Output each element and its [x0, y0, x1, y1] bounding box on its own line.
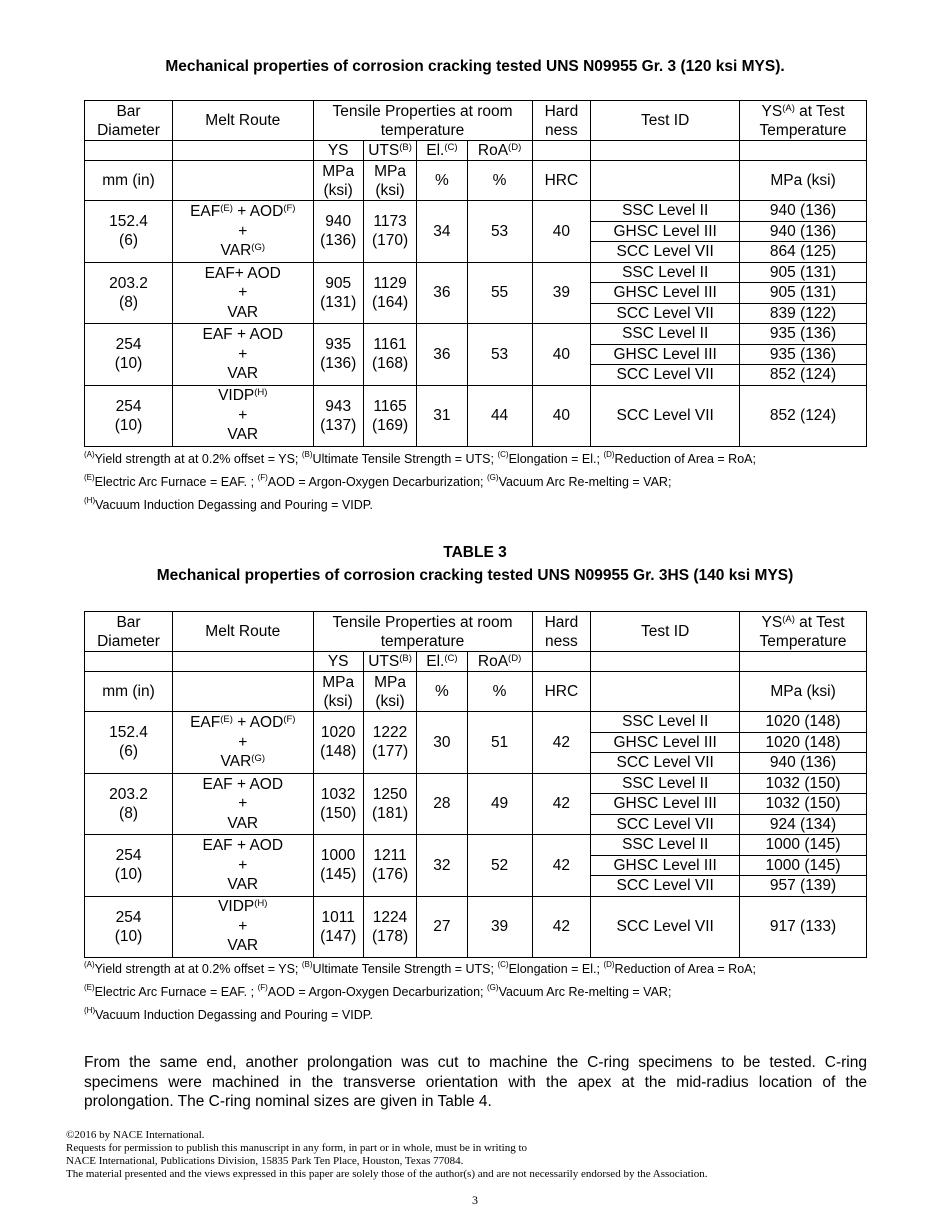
cell-roa: 39: [467, 896, 532, 957]
cell-uts: [363, 896, 416, 957]
melt-var: VAR: [227, 426, 259, 444]
diameter-mm: 254: [115, 336, 142, 354]
page-number: 3: [472, 1193, 478, 1207]
uts-mpa: 1222: [372, 724, 408, 742]
melt-plus: +: [238, 856, 248, 874]
diameter-in: (8): [119, 804, 138, 822]
uts-mpa: 1224: [372, 908, 408, 926]
footnote-text: Elongation = El.;: [508, 962, 604, 976]
cell-roa: 53: [467, 201, 532, 263]
unit-ys-test: MPa (ksi): [740, 672, 867, 712]
melt-var: VAR: [227, 365, 259, 382]
melt-mark-e: (E): [220, 714, 233, 725]
melt-mark-f: (F): [283, 714, 296, 725]
unit-el: %: [417, 161, 467, 201]
table2-footnote-2: [84, 475, 671, 489]
cell-el: 34: [417, 201, 467, 263]
cell-ys-test: 1032 (150): [740, 794, 867, 815]
cell-roa: 51: [467, 712, 532, 774]
ys-label: YS: [761, 613, 783, 631]
cell-ys: [313, 896, 363, 957]
header-tensile: Tensile Properties at room temperature: [313, 101, 532, 141]
cell-test-id: SSC Level II: [591, 712, 740, 733]
header-tensile: Tensile Properties at room temperature: [313, 612, 532, 652]
cell-melt-route: [173, 835, 313, 897]
cell-hardness: 42: [532, 835, 591, 897]
cell-ys: [313, 324, 363, 386]
ys-mpa: 943: [325, 397, 352, 415]
ys-test-temp-label: at Test Temperature: [759, 102, 847, 139]
header-bar-diameter: Bar Diameter: [85, 612, 173, 652]
cell-melt-route: [173, 201, 313, 263]
melt-aod: + AOD: [232, 203, 284, 220]
cell-diameter: [85, 324, 173, 386]
footnote-text: Reduction of Area = RoA;: [614, 962, 756, 976]
uts-mpa: 1161: [373, 336, 407, 354]
footnote-text: Electric Arc Furnace = EAF. ;: [94, 985, 258, 999]
cell-ys: [313, 835, 363, 897]
cell-ys: [313, 773, 363, 835]
unit-el: %: [417, 672, 467, 712]
cell-hardness: 42: [532, 773, 591, 835]
footnote-mark: (G): [487, 983, 499, 992]
cell-test-id: GHSC Level III: [591, 855, 740, 876]
footer-line-2: Requests for permission to publish this manuscript in any form, in part or in whole, must be in writing to: [66, 1142, 528, 1154]
ys-ksi: (147): [320, 927, 357, 945]
cell-diameter: [85, 201, 173, 263]
ys-ksi: (137): [320, 416, 357, 434]
uts-ksi: (178): [371, 927, 409, 945]
table-row: [85, 324, 867, 345]
melt-var: VAR: [227, 303, 259, 321]
cell-ys-test: 905 (131): [740, 283, 867, 304]
table-row: [85, 385, 867, 446]
cell-uts: [363, 835, 416, 897]
body-paragraph: From the same end, another prolongation was cut to machine the C-ring specimens to be tested. C-ring specimens were machined in the transverse orientation with the apex at the mid-radius location of the prolongation. The C-ring nominal sizes are given in Table 4.: [84, 1054, 867, 1110]
footnote-mark: (C): [497, 960, 509, 969]
footnote-mark: (A): [84, 960, 95, 969]
header-roa: [467, 141, 532, 161]
melt-plus: +: [238, 345, 248, 363]
cell-ys: [313, 262, 363, 324]
table-row: [85, 712, 867, 733]
diameter-in: (10): [114, 866, 143, 884]
footer: [66, 1129, 707, 1181]
cell-test-id: SSC Level II: [591, 835, 740, 856]
melt-var: VAR: [220, 242, 252, 259]
cell-ys-test: 917 (133): [740, 896, 867, 957]
uts-ksi: (177): [371, 743, 409, 761]
uts-mpa: 1129: [373, 274, 407, 292]
unit-hardness: HRC: [532, 161, 591, 201]
footnote-mark: (G): [487, 473, 499, 482]
ys-mpa: 935: [325, 336, 352, 354]
uts-ksi: (181): [371, 804, 409, 822]
melt-aod: + AOD: [232, 714, 284, 731]
diameter-mm: 152.4: [109, 213, 148, 231]
ys-ksi: (148): [320, 743, 357, 761]
footnote-mark: (B): [301, 960, 313, 969]
table-row: [85, 201, 867, 222]
footer-copyright: ©2016 by NACE International.: [66, 1129, 205, 1141]
cell-roa: 53: [467, 324, 532, 386]
ys-mpa: 1020: [320, 724, 356, 742]
melt-var: VAR: [227, 876, 259, 893]
diameter-in: (6): [119, 232, 138, 250]
ys-ksi: (150): [320, 804, 357, 822]
cell-melt-route: [173, 712, 313, 774]
el-footnote-mark: (C): [444, 653, 458, 664]
cell-test-id: SCC Level VII: [591, 896, 740, 957]
melt-vidp: VIDP: [218, 898, 255, 916]
footnote-text: Reduction of Area = RoA;: [614, 452, 756, 466]
cell-diameter: [85, 712, 173, 774]
unit-ys-test: MPa (ksi): [740, 161, 867, 201]
cell-diameter: [85, 773, 173, 835]
table2-footnote-3: [84, 498, 373, 512]
cell-roa: 55: [467, 262, 532, 324]
diameter-mm: 254: [115, 847, 142, 865]
cell-test-id: GHSC Level III: [591, 283, 740, 304]
header-melt-route: Melt Route: [173, 612, 313, 652]
cell-ys: [313, 385, 363, 446]
table3: [84, 611, 867, 958]
el-label: El.: [426, 653, 445, 670]
cell-test-id: SCC Level VII: [591, 303, 740, 324]
ys-mpa: 940: [325, 213, 352, 231]
ys-footnote-mark: (A): [782, 613, 795, 625]
cell-ys: [313, 712, 363, 774]
cell-el: 36: [417, 324, 467, 386]
el-footnote-mark: (C): [444, 142, 458, 153]
ys-ksi: (136): [320, 232, 357, 250]
cell-ys-test: 1032 (150): [740, 773, 867, 794]
melt-mark-e: (E): [220, 203, 233, 214]
cell-hardness: 40: [532, 385, 591, 446]
cell-ys-test: 1000 (145): [740, 855, 867, 876]
cell-el: 31: [417, 385, 467, 446]
header-uts: [363, 652, 416, 672]
footnote-mark: (H): [84, 1006, 96, 1015]
ys-mpa: 905: [325, 274, 352, 292]
cell-el: 28: [417, 773, 467, 835]
ys-mpa: 1000: [320, 847, 356, 865]
footnote-mark: (A): [84, 450, 95, 459]
melt-plus: +: [238, 406, 248, 424]
ys-footnote-mark: (A): [782, 102, 795, 114]
header-ys-test-temp: [740, 101, 867, 141]
uts-mpa: 1250: [372, 785, 408, 803]
footnote-text: AOD = Argon-Oxygen Decarburization;: [267, 475, 487, 489]
cell-melt-route: [173, 262, 313, 324]
footnote-text: Ultimate Tensile Strength = UTS;: [312, 452, 498, 466]
header-el: [417, 652, 467, 672]
cell-diameter: [85, 896, 173, 957]
melt-eaf-aod: EAF + AOD: [202, 775, 284, 793]
table3-title: Mechanical properties of corrosion cracking tested UNS N09955 Gr. 3HS (140 ksi MYS): [156, 567, 794, 584]
el-label: El.: [426, 142, 445, 159]
cell-hardness: 42: [532, 712, 591, 774]
uts-label: UTS: [368, 142, 400, 159]
uts-ksi: (169): [371, 416, 409, 434]
diameter-mm: 254: [115, 908, 142, 926]
diameter-in: (6): [119, 743, 138, 761]
cell-test-id: GHSC Level III: [591, 794, 740, 815]
header-test-id: Test ID: [591, 101, 740, 141]
melt-plus: +: [238, 795, 248, 812]
cell-test-id: GHSC Level III: [591, 732, 740, 753]
melt-eaf: EAF: [190, 203, 221, 220]
table2-footnote-1: [84, 452, 756, 466]
header-bar-diameter: Bar Diameter: [85, 101, 173, 141]
footnote-text: Electric Arc Furnace = EAF. ;: [94, 475, 258, 489]
ys-label: YS: [761, 102, 783, 120]
cell-ys-test: 1000 (145): [740, 835, 867, 856]
cell-test-id: SCC Level VII: [591, 385, 740, 446]
table3-footnote-3: [84, 1008, 373, 1022]
unit-hardness: HRC: [532, 672, 591, 712]
cell-ys-test: 957 (139): [740, 876, 867, 897]
footnote-mark: (H): [84, 496, 96, 505]
footnote-mark: (B): [301, 450, 313, 459]
footnote-text: Vacuum Arc Re-melting = VAR;: [498, 985, 672, 999]
cell-ys-test: 864 (125): [740, 242, 867, 263]
diameter-mm: 203.2: [109, 785, 148, 803]
footnote-mark: (E): [84, 473, 95, 482]
diameter-in: (10): [114, 355, 143, 373]
cell-roa: 49: [467, 773, 532, 835]
melt-plus: +: [238, 222, 248, 240]
footnote-mark: (C): [497, 450, 509, 459]
diameter-in: (10): [114, 927, 143, 945]
roa-label: RoA: [477, 142, 509, 159]
cell-el: 27: [417, 896, 467, 957]
footnote-mark: (E): [84, 983, 95, 992]
uts-footnote-mark: (B): [399, 653, 412, 664]
melt-eaf-aod: EAF+ AOD: [204, 264, 281, 282]
footnote-text: AOD = Argon-Oxygen Decarburization;: [267, 985, 487, 999]
footnote-text: Elongation = El.;: [508, 452, 604, 466]
footnote-text: Yield strength at at 0.2% offset = YS;: [94, 452, 302, 466]
melt-eaf: EAF: [190, 714, 221, 731]
diameter-mm: 203.2: [109, 274, 148, 292]
unit-ys: MPa (ksi): [313, 672, 363, 712]
header-test-id: Test ID: [591, 612, 740, 652]
cell-hardness: 39: [532, 262, 591, 324]
footnote-mark: (F): [257, 983, 268, 992]
cell-test-id: GHSC Level III: [591, 344, 740, 365]
ys-ksi: (136): [320, 355, 357, 373]
header-ys: YS: [313, 652, 363, 672]
header-uts: [363, 141, 416, 161]
unit-diameter: mm (in): [85, 161, 173, 201]
roa-footnote-mark: (D): [508, 653, 522, 664]
ys-mpa: 1011: [321, 908, 355, 926]
footnote-text: Vacuum Arc Re-melting = VAR;: [498, 475, 672, 489]
cell-test-id: SSC Level II: [591, 201, 740, 222]
cell-test-id: GHSC Level III: [591, 221, 740, 242]
melt-mark-h: (H): [254, 387, 268, 399]
cell-uts: [363, 773, 416, 835]
header-hardness: Hard ness: [532, 101, 591, 141]
melt-mark-h: (H): [254, 898, 268, 910]
cell-uts: [363, 262, 416, 324]
unit-uts: MPa (ksi): [363, 672, 416, 712]
roa-label: RoA: [477, 653, 509, 670]
cell-melt-route: [173, 324, 313, 386]
table3-footnote-2: [84, 985, 671, 999]
uts-footnote-mark: (B): [399, 142, 412, 153]
cell-test-id: SCC Level VII: [591, 876, 740, 897]
table-row: [85, 262, 867, 283]
unit-ys: MPa (ksi): [313, 161, 363, 201]
table2-title: Mechanical properties of corrosion cracking tested UNS N09955 Gr. 3 (120 ksi MYS).: [165, 58, 785, 75]
cell-ys-test: 935 (136): [740, 324, 867, 345]
melt-vidp: VIDP: [218, 387, 255, 405]
melt-mark-g: (G): [251, 753, 265, 764]
uts-ksi: (168): [371, 355, 409, 373]
cell-diameter: [85, 835, 173, 897]
footer-line-3: NACE International, Publications Division, 15835 Park Ten Place, Houston, Texas 77084.: [66, 1155, 464, 1167]
cell-ys-test: 935 (136): [740, 344, 867, 365]
uts-mpa: 1173: [373, 213, 407, 231]
melt-plus: +: [238, 733, 248, 751]
cell-test-id: SSC Level II: [591, 324, 740, 345]
uts-ksi: (170): [371, 232, 409, 250]
header-melt-route: Melt Route: [173, 101, 313, 141]
footer-line-4: The material presented and the views expressed in this paper are solely those of the author(s) and are not necessarily endorsed by the Association.: [66, 1168, 708, 1180]
cell-roa: 44: [467, 385, 532, 446]
table-row: [85, 773, 867, 794]
uts-mpa: 1165: [373, 397, 407, 415]
cell-ys-test: 924 (134): [740, 814, 867, 835]
unit-roa: %: [467, 672, 532, 712]
cell-diameter: [85, 385, 173, 446]
melt-plus: +: [238, 917, 248, 935]
footnote-text: Vacuum Induction Degassing and Pouring = VIDP.: [95, 1008, 373, 1022]
cell-ys-test: 905 (131): [740, 262, 867, 283]
cell-test-id: SCC Level VII: [591, 814, 740, 835]
ys-ksi: (145): [320, 866, 357, 884]
cell-ys: [313, 201, 363, 263]
cell-ys-test: 940 (136): [740, 221, 867, 242]
footnote-text: Vacuum Induction Degassing and Pouring = VIDP.: [95, 498, 373, 512]
cell-diameter: [85, 262, 173, 324]
table3-footnote-1: [84, 962, 756, 976]
cell-melt-route: [173, 896, 313, 957]
cell-el: 32: [417, 835, 467, 897]
uts-label: UTS: [368, 653, 400, 670]
header-el: [417, 141, 467, 161]
cell-test-id: SCC Level VII: [591, 242, 740, 263]
cell-ys-test: 940 (136): [740, 753, 867, 774]
cell-ys-test: 1020 (148): [740, 732, 867, 753]
cell-uts: [363, 385, 416, 446]
cell-ys-test: 940 (136): [740, 201, 867, 222]
cell-hardness: 42: [532, 896, 591, 957]
cell-el: 30: [417, 712, 467, 774]
header-hardness: Hard ness: [532, 612, 591, 652]
footnote-mark: (D): [603, 450, 615, 459]
diameter-in: (8): [119, 293, 138, 311]
cell-test-id: SSC Level II: [591, 262, 740, 283]
header-roa: [467, 652, 532, 672]
cell-ys-test: 852 (124): [740, 385, 867, 446]
cell-test-id: SCC Level VII: [591, 753, 740, 774]
unit-roa: %: [467, 161, 532, 201]
uts-ksi: (176): [371, 866, 409, 884]
footnote-text: Ultimate Tensile Strength = UTS;: [312, 962, 498, 976]
unit-diameter: mm (in): [85, 672, 173, 712]
melt-eaf-aod: EAF + AOD: [202, 837, 284, 854]
unit-uts: MPa (ksi): [363, 161, 416, 201]
cell-uts: [363, 201, 416, 263]
cell-ys-test: 839 (122): [740, 303, 867, 324]
cell-uts: [363, 324, 416, 386]
uts-ksi: (164): [371, 293, 409, 311]
cell-hardness: 40: [532, 201, 591, 263]
melt-var: VAR: [220, 753, 252, 770]
ys-ksi: (131): [320, 293, 357, 311]
diameter-mm: 254: [115, 397, 142, 415]
cell-ys-test: 1020 (148): [740, 712, 867, 733]
table3-label: TABLE 3: [443, 544, 507, 561]
melt-var: VAR: [227, 937, 259, 955]
melt-eaf-aod: EAF + AOD: [202, 326, 284, 343]
cell-ys-test: 852 (124): [740, 365, 867, 386]
uts-mpa: 1211: [373, 847, 407, 865]
footnote-mark: (D): [603, 960, 615, 969]
melt-var: VAR: [227, 814, 259, 832]
ys-test-temp-label: at Test Temperature: [759, 613, 847, 650]
cell-test-id: SSC Level II: [591, 773, 740, 794]
cell-melt-route: [173, 773, 313, 835]
cell-melt-route: [173, 385, 313, 446]
diameter-mm: 152.4: [109, 724, 148, 742]
diameter-in: (10): [114, 416, 143, 434]
ys-mpa: 1032: [320, 785, 356, 803]
footnote-mark: (F): [257, 473, 268, 482]
melt-mark-f: (F): [283, 203, 296, 214]
melt-mark-g: (G): [251, 242, 265, 253]
roa-footnote-mark: (D): [508, 142, 522, 153]
cell-hardness: 40: [532, 324, 591, 386]
cell-uts: [363, 712, 416, 774]
table2: [84, 100, 867, 447]
footnote-text: Yield strength at at 0.2% offset = YS;: [94, 962, 302, 976]
melt-plus: +: [238, 284, 248, 301]
table-row: [85, 896, 867, 957]
table-row: [85, 835, 867, 856]
cell-el: 36: [417, 262, 467, 324]
header-ys-test-temp: [740, 612, 867, 652]
header-ys: YS: [313, 141, 363, 161]
cell-roa: 52: [467, 835, 532, 897]
cell-test-id: SCC Level VII: [591, 365, 740, 386]
